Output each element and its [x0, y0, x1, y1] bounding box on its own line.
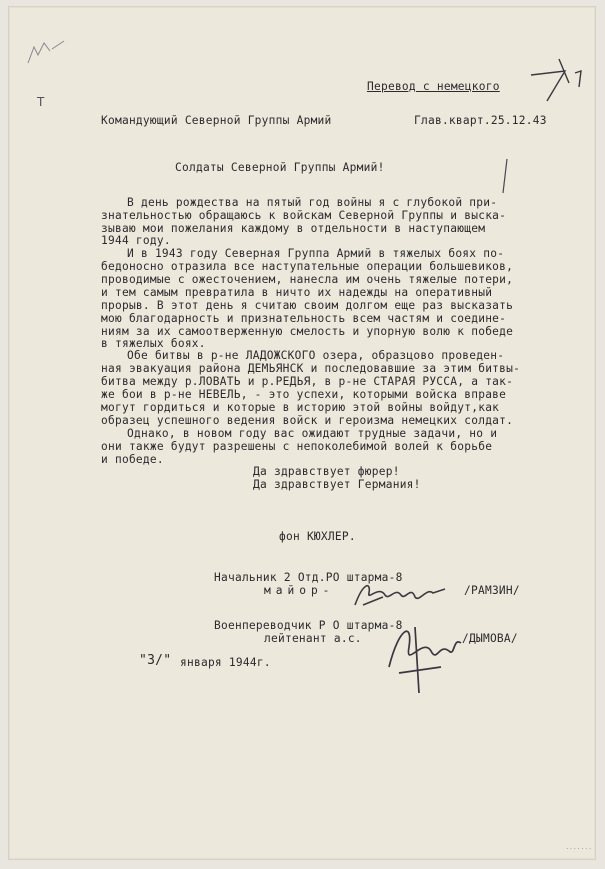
- author-name: фон КЮХЛЕР.: [279, 530, 356, 543]
- body-line: Однако, в новом году вас ожидают трудные задачи, но и: [127, 427, 498, 440]
- body-line: они также будут разрешены с непоколебимой волей к борьбе: [101, 440, 493, 453]
- body-line: Обе битвы в р-не ЛАДОЖСКОГО озера, образцово проведен-: [127, 349, 505, 362]
- pencil-vertical-mark: [499, 157, 511, 197]
- signatory-2-name: /ДЫМОВА/: [462, 632, 518, 645]
- body-line: и тем самым превратила в ничто их надежды на оперативный: [101, 286, 493, 299]
- signature-dymova: [379, 607, 469, 697]
- pencil-annotation-mark: [24, 37, 69, 67]
- body-line: мою благодарность и признательность всем частям и соедине-: [101, 312, 507, 325]
- signatory-1-position: Начальник 2 Отд.РО штарма-8: [214, 571, 403, 584]
- body-line: знательностью обращаюсь к войскам Северной Группы и выска-: [101, 209, 507, 222]
- body-line: образец успешного ведения войск и героизма немецких солдат.: [101, 414, 514, 427]
- body-line: прорыв. В этот день я считаю своим долгом еще раз высказать: [101, 299, 514, 312]
- closing-line-2: Да здравствует Германия!: [253, 478, 421, 491]
- date-month-year: января 1944г.: [180, 656, 271, 669]
- header-sender: Командующий Северной Группы Армий: [101, 114, 332, 127]
- body-line: в тяжелых боях.: [101, 337, 206, 350]
- body-line: ниям за их самоотверженную смелость и упорную волю к победе: [101, 325, 514, 338]
- translation-note: Перевод с немецкого: [367, 80, 500, 93]
- body-line: бедоносно отразила все наступательные операции большевиков,: [101, 260, 514, 273]
- signatory-1-name: /РАМЗИН/: [464, 584, 520, 597]
- signatory-2-rank: лейтенант а.с.: [264, 632, 362, 645]
- body-line: же бои в р-не НЕВЕЛЬ, - это успехи, которыми войска вправе: [101, 388, 507, 401]
- signature-ramzin: [349, 575, 449, 609]
- body-line: И в 1943 году Северная Группа Армий в тяжелых боях по-: [127, 247, 505, 260]
- margin-tick-mark: Т: [37, 95, 45, 109]
- closing-line-1: Да здравствует фюрер!: [253, 465, 400, 478]
- page-number-handwritten: [529, 53, 589, 103]
- salutation: Солдаты Северной Группы Армий!: [175, 161, 385, 174]
- body-line: проводимые с ожесточением, нанесла им очень тяжелые потери,: [101, 273, 514, 286]
- body-line: могут гордиться и которые в историю этой войны войдут,как: [101, 401, 500, 414]
- body-line: В день рождества на пятый год войны я с глубокой при-: [127, 196, 498, 209]
- date-day: "3/": [139, 653, 172, 668]
- body-line: 1944 году.: [101, 234, 171, 247]
- body-line: и победе.: [101, 453, 164, 466]
- body-line: зываю мои пожелания каждому в отдельности в наступающем: [101, 222, 486, 235]
- body-line: битва между р.ЛОВАТЬ и р.РЕДЬЯ, в р-не СТАРАЯ РУССА, а так-: [101, 375, 514, 388]
- body-line: ная эвакуация района ДЕМЬЯНСК и последовавшие за этим битвы-: [101, 362, 521, 375]
- signatory-2-position: Военпереводчик Р О штарма-8: [214, 619, 403, 632]
- document-page: [8, 6, 596, 860]
- signatory-1-rank: майор-: [264, 584, 335, 597]
- header-date: Глав.кварт.25.12.43: [414, 114, 547, 127]
- corner-watermark: · · · · · · ·: [566, 846, 591, 853]
